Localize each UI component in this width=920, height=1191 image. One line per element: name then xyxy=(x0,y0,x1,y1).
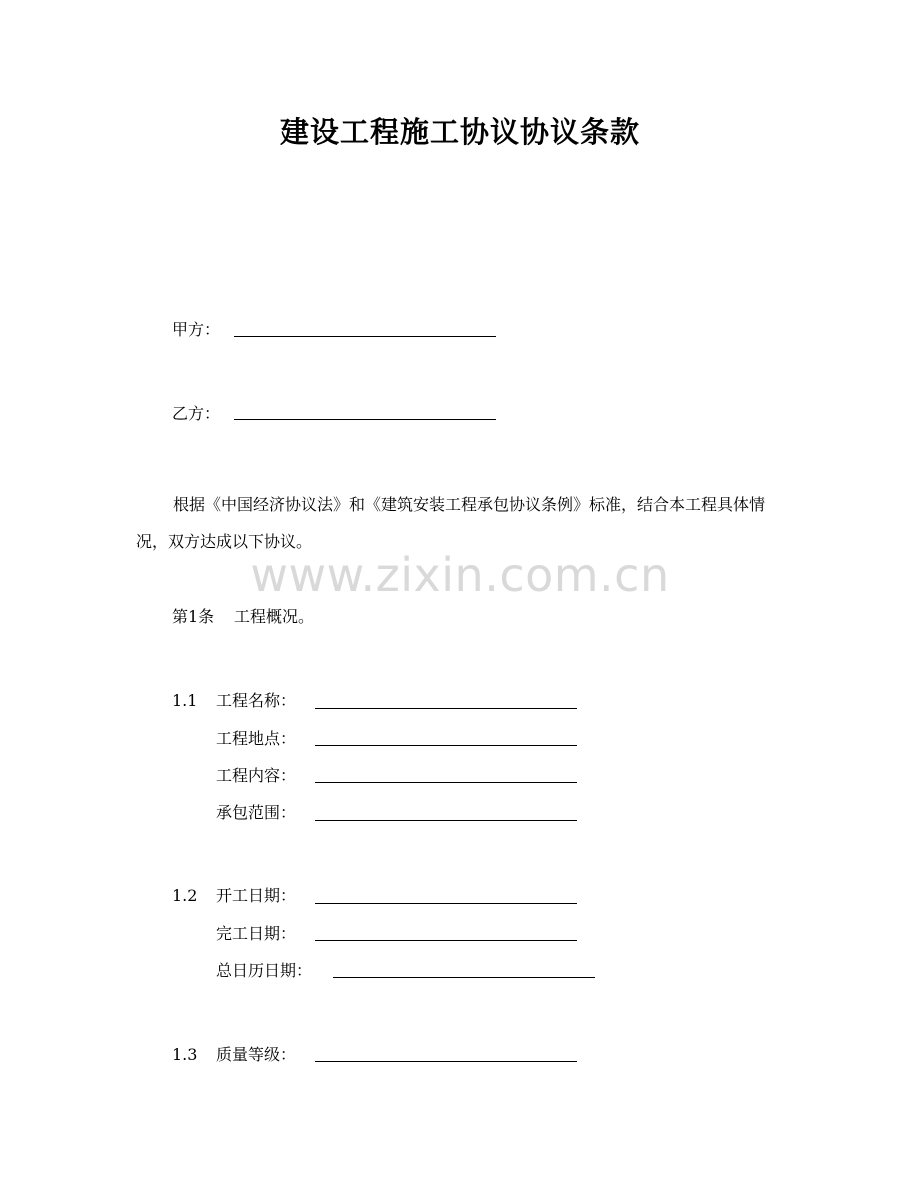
field-blank xyxy=(315,940,577,941)
field-label: 承包范围： xyxy=(216,803,297,822)
field-label: 质量等级： xyxy=(216,1045,297,1064)
document-title: 建设工程施工协议协议条款 xyxy=(279,115,640,149)
field-label: 开工日期： xyxy=(216,886,297,905)
party-b-label: 乙方： xyxy=(172,404,221,423)
field-blank xyxy=(315,782,577,783)
field-label: 工程名称： xyxy=(216,691,297,710)
section-1-2-number: 1.2 xyxy=(172,886,198,905)
field-label: 工程内容： xyxy=(216,766,297,785)
field-label: 完工日期： xyxy=(216,924,297,943)
article-1-title: 工程概况。 xyxy=(234,607,315,626)
article-1-number: 第1条 xyxy=(172,607,215,626)
field-blank xyxy=(333,977,595,978)
intro-paragraph: 根据《中国经济协议法》和《建筑安装工程承包协议条例》标准，结合本工程具体情况，双方达成以下协议。 xyxy=(136,495,766,551)
party-a-label: 甲方： xyxy=(172,320,221,339)
party-a-blank xyxy=(234,336,496,337)
section-1-3-number: 1.3 xyxy=(172,1045,198,1064)
party-b-blank xyxy=(234,419,496,420)
field-blank xyxy=(315,820,577,821)
field-blank xyxy=(315,745,577,746)
section-1-1-number: 1.1 xyxy=(172,691,198,710)
field-blank xyxy=(315,903,577,904)
field-label: 总日历日期： xyxy=(216,961,313,980)
watermark: www.zixin.com.cn xyxy=(250,548,670,602)
field-blank xyxy=(315,1061,577,1062)
field-label: 工程地点： xyxy=(216,729,297,748)
field-blank xyxy=(315,708,577,709)
